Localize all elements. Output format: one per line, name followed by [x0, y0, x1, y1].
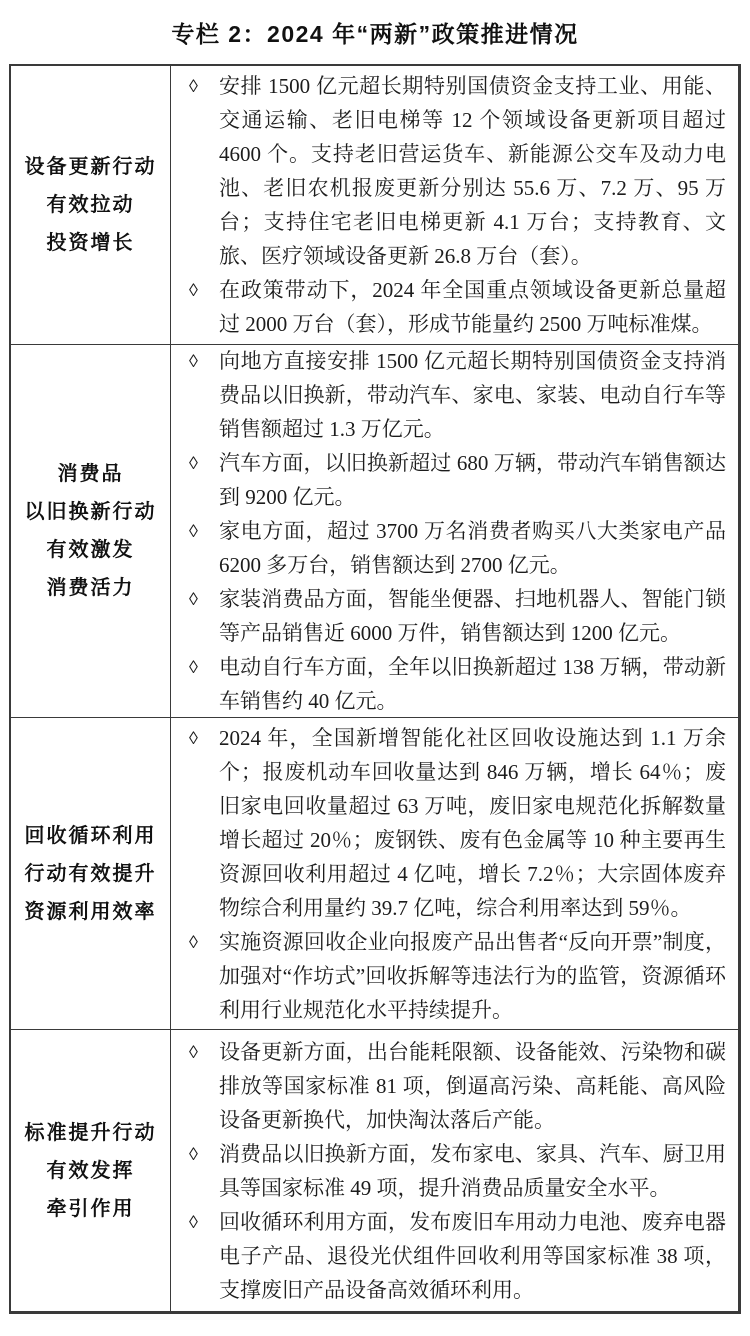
diamond-bullet-icon: ◊ — [189, 931, 198, 952]
bullet-item — [187, 446, 726, 514]
policy-table — [9, 64, 741, 1314]
table-row — [11, 345, 738, 718]
diamond-bullet-icon: ◊ — [189, 1143, 198, 1164]
label-line: 有效拉动 — [46, 194, 135, 216]
label-line: 消费活力 — [46, 577, 135, 599]
diamond-bullet-icon: ◊ — [189, 1041, 198, 1062]
row-label — [11, 345, 171, 717]
bullet-text: 消费品以旧换新方面，发布家电、家具、汽车、厨卫用具等国家标准 49 项，提升消费品质量安全水平。 — [219, 1141, 726, 1200]
bullet-text: 2024 年，全国新增智能化社区回收设施达到 1.1 万余个；报废机动车回收量达到 846 万辆，增长 64％；废旧家电回收量超过 63 万吨，废旧家电规范化拆解数量增长超过 20％；废钢铁、废有色金属等 10 种主要再生资源回收利用超过 4 亿吨，增长 7.2％；大宗固体废弃物综合利用量约 39.7 亿吨，综合利用率达到 59％。 — [219, 725, 726, 920]
bullet-item — [187, 273, 726, 341]
diamond-bullet-icon: ◊ — [189, 76, 198, 96]
bullet-list — [187, 69, 726, 341]
bullet-list — [187, 721, 726, 1027]
label-line: 资源利用效率 — [24, 900, 157, 923]
label-line: 投资增长 — [46, 232, 135, 254]
row-content — [171, 66, 738, 344]
diamond-bullet-icon: ◊ — [189, 1211, 198, 1232]
bullet-item — [187, 582, 726, 650]
bullet-text: 汽车方面，以旧换新超过 680 万辆，带动汽车销售额达到 9200 亿元。 — [219, 451, 726, 509]
diamond-bullet-icon: ◊ — [189, 280, 198, 300]
label-line: 标准提升行动 — [24, 1121, 157, 1144]
bullet-item — [187, 721, 726, 925]
row-label — [11, 66, 171, 344]
bullet-item — [187, 514, 726, 582]
label-line: 有效激发 — [46, 539, 135, 561]
bullet-list — [187, 345, 726, 717]
bullet-item — [187, 1205, 726, 1307]
bullet-text: 安排 1500 亿元超长期特别国债资金支持工业、用能、交通运输、老旧电梯等 12 个领域设备更新项目超过 4600 个。支持老旧营运货车、新能源公交车及动力电池、老旧农机报废更新分别达 55.6 万、7.2 万、95 万台；支持住宅老旧电梯更新 4.1 万台；支持教育、文旅、医疗领域设备更新 26.8 万台（套）。 — [219, 74, 726, 268]
bullet-item — [187, 69, 726, 273]
table-row — [11, 718, 738, 1030]
label-line: 行动有效提升 — [24, 862, 157, 885]
bullet-text: 家电方面，超过 3700 万名消费者购买八大类家电产品 6200 多万台，销售额达到 2700 亿元。 — [219, 519, 726, 577]
label-line: 以旧换新行动 — [24, 501, 157, 523]
bullet-item — [187, 345, 726, 446]
row-content — [171, 345, 738, 717]
page-title: 专栏 2：2024 年“两新”政策推进情况 — [171, 20, 579, 47]
bullet-item — [187, 925, 726, 1027]
label-line: 回收循环利用 — [24, 824, 157, 847]
bullet-text: 回收循环利用方面，发布废旧车用动力电池、废弃电器电子产品、退役光伏组件回收利用等国家标准 38 项，支撑废旧产品设备高效循环利用。 — [219, 1209, 726, 1302]
row-content — [171, 718, 738, 1029]
label-line: 牵引作用 — [46, 1197, 135, 1220]
row-label — [11, 718, 171, 1029]
diamond-bullet-icon: ◊ — [189, 351, 198, 371]
diamond-bullet-icon: ◊ — [189, 589, 198, 609]
bullet-text: 电动自行车方面，全年以旧换新超过 138 万辆，带动新车销售约 40 亿元。 — [219, 655, 726, 713]
bullet-text: 实施资源回收企业向报废产品出售者“反向开票”制度，加强对“作坊式”回收拆解等违法行为的监管，资源循环利用行业规范化水平持续提升。 — [219, 929, 726, 1022]
bullet-item — [187, 650, 726, 717]
bullet-text: 家装消费品方面，智能坐便器、扫地机器人、智能门锁等产品销售近 6000 万件，销售额达到 1200 亿元。 — [219, 587, 726, 645]
diamond-bullet-icon: ◊ — [189, 453, 198, 473]
bullet-list — [187, 1035, 726, 1307]
diamond-bullet-icon: ◊ — [189, 657, 198, 677]
row-content — [171, 1030, 738, 1311]
bullet-text: 设备更新方面，出台能耗限额、设备能效、污染物和碳排放等国家标准 81 项，倒逼高污染、高耗能、高风险设备更新换代，加快淘汰落后产能。 — [219, 1039, 726, 1132]
bullet-item — [187, 1137, 726, 1205]
row-label — [11, 1030, 171, 1311]
table-row — [11, 1030, 738, 1311]
bullet-text: 向地方直接安排 1500 亿元超长期特别国债资金支持消费品以旧换新，带动汽车、家电、家装、电动自行车等销售额超过 1.3 万亿元。 — [219, 349, 726, 441]
label-line: 有效发挥 — [46, 1159, 135, 1182]
label-line: 设备更新行动 — [24, 156, 157, 178]
diamond-bullet-icon: ◊ — [189, 727, 198, 748]
label-line: 消费品 — [57, 463, 124, 485]
title-bar — [0, 0, 750, 64]
diamond-bullet-icon: ◊ — [189, 521, 198, 541]
table-row — [11, 66, 738, 345]
bullet-item — [187, 1035, 726, 1137]
bullet-text: 在政策带动下，2024 年全国重点领域设备更新总量超过 2000 万台（套），形成节能量约 2500 万吨标准煤。 — [219, 278, 726, 336]
